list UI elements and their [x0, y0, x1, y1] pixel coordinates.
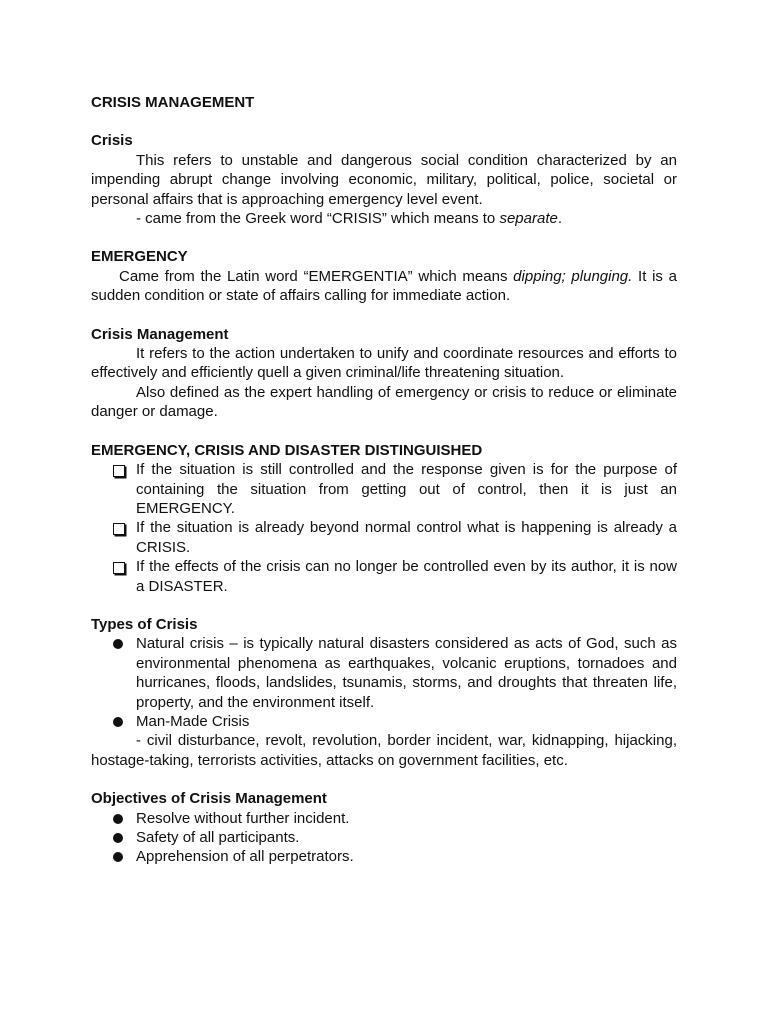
heading-emergency: EMERGENCY: [91, 248, 188, 266]
bullet-icon: [113, 717, 123, 727]
list-item-text: Resolve without further incident.: [136, 809, 350, 827]
list-item: [91, 828, 677, 847]
checkbox-icon: [113, 523, 125, 535]
list-item-text: If the situation is already beyond normal control what is happening is already a CRISIS.: [136, 519, 677, 556]
types-list: [91, 634, 677, 731]
heading-crisis-management: Crisis Management: [91, 325, 229, 343]
list-item: [91, 712, 677, 731]
distinguished-list: [91, 460, 677, 596]
list-item: [91, 518, 677, 557]
bullet-icon: [113, 852, 123, 862]
man-made-detail: - civil disturbance, revolt, revolution, border incident, war, kidnapping, hijacking, hostage-taking, terrorists activities, attacks on government facilities, etc.: [91, 732, 677, 769]
list-item-text: If the effects of the crisis can no longer be controlled even by its author, it is now a DISASTER.: [136, 558, 677, 595]
list-item: [91, 460, 677, 518]
section-crisis-management: [91, 325, 677, 422]
list-item-text: If the situation is still controlled and the response given is for the purpose of containing the situation from getting out of control, then it is just an EMERGENCY.: [136, 461, 677, 517]
list-item: [91, 634, 677, 712]
crisis-management-alt-definition: Also defined as the expert handling of emergency or crisis to reduce or eliminate danger or damage.: [91, 383, 677, 421]
emergency-text: Came from the Latin word “EMERGENTIA” which means: [119, 267, 514, 285]
heading-types: Types of Crisis: [91, 615, 198, 633]
document-title: CRISIS MANAGEMENT: [91, 94, 255, 111]
list-item-text: Safety of all participants.: [136, 829, 300, 846]
section-distinguished: [91, 441, 677, 596]
list-item-text: Apprehension of all perpetrators.: [136, 848, 354, 866]
section-types: [91, 615, 677, 770]
checkbox-icon: [113, 465, 125, 477]
emergency-text-end: It is a sudden condition or state of affairs calling for immediate action.: [91, 267, 677, 305]
objectives-list: [91, 809, 677, 867]
list-item-text: Natural crisis – is typically natural disasters considered as acts of God, such as environmental phenomena as earthquakes, volcanic eruptions, tornadoes and hurricanes, floods, landslides, tsunamis, storms, and droughts that threaten life, property, and the environment itself.: [136, 635, 677, 711]
list-item-text: Man-Made Crisis: [136, 712, 250, 730]
document-page: [91, 93, 677, 886]
emergency-definition: [91, 267, 677, 306]
crisis-origin-end: .: [557, 210, 562, 228]
list-item: [91, 847, 677, 866]
heading-crisis: Crisis: [91, 132, 133, 150]
heading-objectives: Objectives of Crisis Management: [91, 790, 327, 808]
emergency-emphasis: dipping; plunging.: [513, 267, 633, 285]
section-objectives: [91, 789, 677, 867]
section-crisis: [91, 131, 677, 228]
crisis-origin-text: - came from the Greek word “CRISIS” which means to: [136, 210, 500, 228]
bullet-icon: [113, 814, 123, 824]
checkbox-icon: [113, 562, 125, 574]
crisis-definition: This refers to unstable and dangerous social condition characterized by an impending abrupt change involving economic, military, political, police, societal or personal affairs that is approaching emergency level event.: [91, 151, 677, 208]
section-emergency: [91, 247, 677, 305]
crisis-management-definition: It refers to the action undertaken to unify and coordinate resources and efforts to effectively and efficiently quell a given criminal/life threatening situation.: [91, 345, 677, 382]
heading-distinguished: EMERGENCY, CRISIS AND DISASTER DISTINGUISHED: [91, 441, 483, 459]
list-item: [91, 557, 677, 596]
crisis-origin-emphasis: separate: [499, 210, 558, 228]
crisis-origin: [91, 209, 677, 228]
bullet-icon: [113, 639, 123, 649]
bullet-icon: [113, 833, 123, 843]
list-item: [91, 809, 677, 828]
